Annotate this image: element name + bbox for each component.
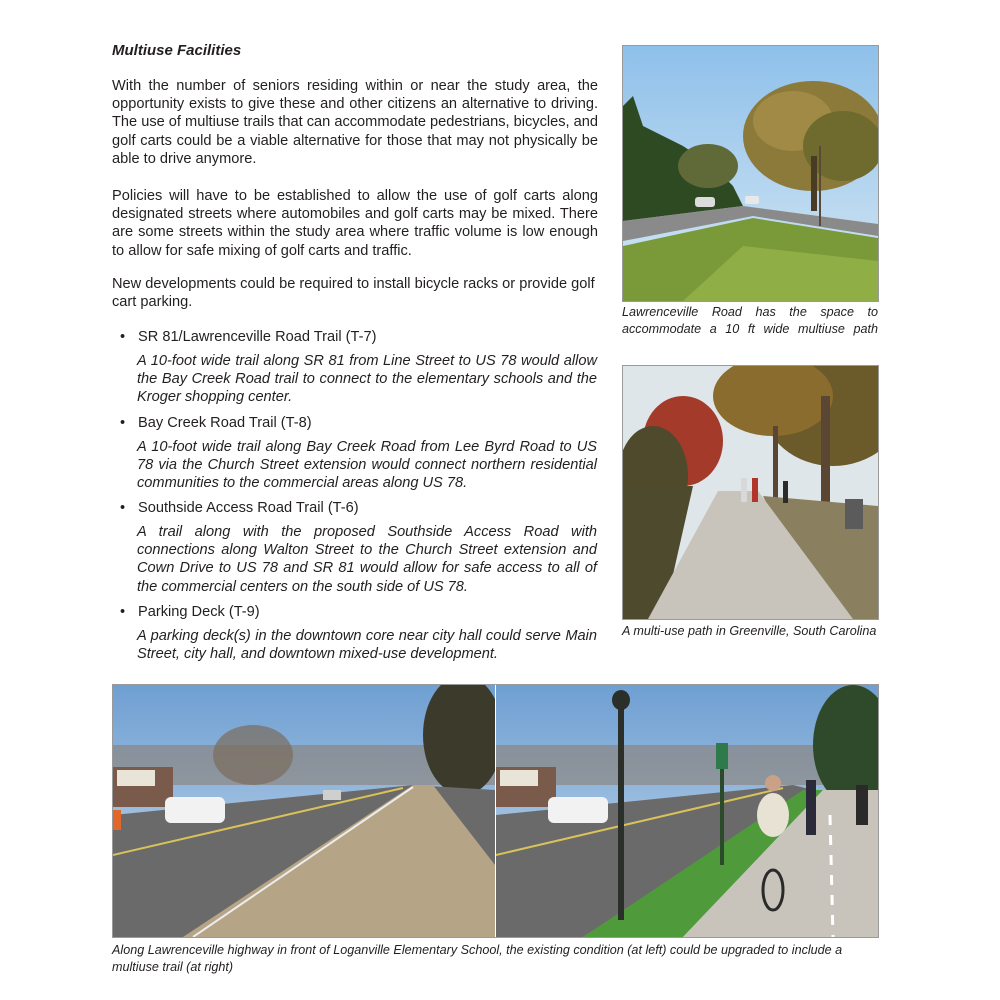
bullet-marker: • (120, 415, 126, 431)
project-item-t7 (120, 328, 376, 346)
project-item-t8 (120, 414, 312, 432)
before-after-photo (112, 684, 879, 938)
project-title: Bay Creek Road Trail (T-8) (138, 415, 312, 431)
lawrenceville-road-photo (622, 45, 879, 302)
project-description: A 10-foot wide trail along SR 81 from Line Street to US 78 would allow the Bay Creek Road trail to connect to the elementary schools and the Kroger shopping center. (137, 353, 597, 406)
bullet-marker: • (120, 500, 126, 516)
caption-line-2: accommodate a 10 ft wide multiuse path (622, 321, 878, 336)
proposed-trail-image (496, 685, 878, 937)
paragraph-seniors: With the number of seniors residing within or near the study area, the opportunity exists to give these and other citizens an alternative to driving. The use of multiuse trails that can accommodate pedestrians, bicycles, and golf carts could be a viable alternative for those that may not physically be able to drive anymore. (112, 78, 598, 167)
lawrenceville-road-caption (622, 304, 878, 337)
greenville-path-caption: A multi-use path in Greenville, South Carolina (622, 624, 877, 638)
project-title: SR 81/Lawrenceville Road Trail (T-7) (138, 329, 377, 345)
project-description: A parking deck(s) in the downtown core near city hall could serve Main Street, city hall, and downtown mixed-use development. (137, 628, 597, 663)
existing-condition-image (113, 685, 503, 937)
greenville-path-photo (622, 365, 879, 620)
paragraph-golf-cart-policy: Policies will have to be established to allow the use of golf carts along designated streets where automobiles and golf carts may be mixed. There are some streets within the study area where traffic volume is low enough to allow for safe mixing of golf carts and traffic. (112, 188, 598, 259)
project-item-t6 (120, 499, 359, 517)
bullet-marker: • (120, 329, 126, 345)
paragraph-new-developments: New developments could be required to install bicycle racks or provide golf cart parking. (112, 276, 595, 311)
project-title: Southside Access Road Trail (T-6) (138, 500, 359, 516)
section-title: Multiuse Facilities (112, 42, 242, 59)
project-description: A trail along with the proposed Southside Access Road with connections along Walton Street to the Church Street extension and Cown Drive to US 78 and SR 81 would allow for safe access to all of the commercial centers on the south side of US 78. (137, 524, 597, 595)
project-title: Parking Deck (T-9) (138, 604, 260, 620)
caption-line-1: Lawrenceville Road has the space to (622, 305, 878, 319)
project-item-t9 (120, 603, 260, 621)
before-after-caption: Along Lawrenceville highway in front of Loganville Elementary School, the existing condition (at left) could be upgraded to include a multiuse trail (at right) (112, 943, 843, 974)
bullet-marker: • (120, 604, 126, 620)
project-description: A 10-foot wide trail along Bay Creek Road from Lee Byrd Road to US 78 via the Church Street extension would connect northern residential communities to the commercial areas along US 78. (137, 439, 597, 492)
